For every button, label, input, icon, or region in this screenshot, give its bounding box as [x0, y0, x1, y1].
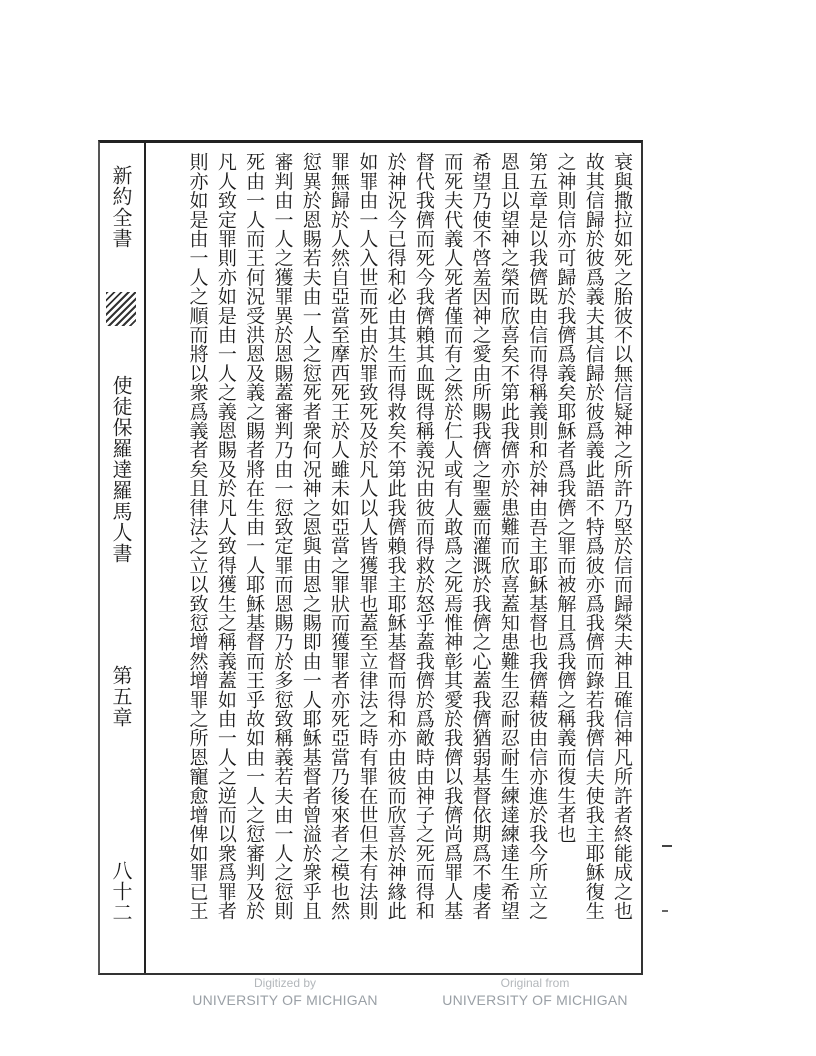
text-column: 凡人致定罪則亦如是由一人之義恩賜及於凡人致得獲生之稱義蓋如由一人之逆而以衆爲罪者: [214, 152, 237, 920]
text-column: 死由一人而王何況受洪恩及義之賜者將在生由一人耶穌基督而王乎故如由一人之愆審判及於: [243, 152, 266, 920]
watermark-caption: Digitized by: [253, 976, 317, 990]
digitized-by-watermark: [190, 975, 380, 1009]
text-column: 督代我儕而死今我儕賴其血既得稱義況由彼而得救於怒乎蓋我儕於爲敵時由神子之死而得和: [412, 152, 435, 920]
epistle-title: 使徒保羅達羅馬人書: [109, 375, 133, 564]
text-column: 如罪由一人入世而死由於罪致死及於凡人以人皆獲罪也蓋至立律法之時有罪在世但未有法則: [356, 152, 379, 920]
text-column: 衰與撒拉如死之胎彼不以無信疑神之所許乃堅於信而歸榮夫神且確信神凡所許者終能成之也: [611, 152, 633, 920]
chapter-label: 第五章: [109, 665, 133, 728]
book-title: 新約全書: [109, 165, 133, 249]
text-column: 第五章是以我儕既由信而得稱義則和於神由吾主耶穌基督也我儕藉彼由信亦進於我今所立之: [526, 152, 549, 920]
text-column: 愆異於恩賜若夫由一人之愆死者衆何况神之恩與由恩之賜即由一人耶穌基督者曾溢於衆乎且: [299, 152, 322, 920]
scripture-text: [148, 152, 636, 967]
watermark-institution: UNIVERSITY OF MICHIGAN: [442, 992, 628, 1008]
margin-mark: [662, 845, 672, 847]
text-column: 恩且以望神之榮而欣喜矣不第此我儕亦於患難而欣喜蓋知患難生忍耐忍耐生練達練達生希望: [497, 152, 520, 920]
margin-mark: [662, 910, 668, 912]
text-column: 罪無歸於人然自亞當至摩西死王於人雖未如亞當之罪狀而獲罪者亦死亞當乃後來者之模也然: [328, 152, 351, 920]
ornament-icon: [106, 292, 136, 326]
text-column: 於神況今已得和必由其生而得救矣不第此我儕賴我主耶穌基督而得和亦由彼而欣喜於神緣此: [384, 152, 407, 920]
text-column: 則亦如是由一人之順而將以衆爲義者矣且律法之立以致愆增然增罪之所恩寵愈增俾如罪已王: [186, 152, 209, 920]
watermark-caption: Original from: [500, 976, 570, 990]
page-number: 八十二: [109, 860, 133, 923]
text-column: 故其信歸於彼爲義夫其信歸於彼爲義此語不特爲彼亦爲我儕而錄若我儕信夫使我主耶穌復生: [582, 152, 605, 920]
original-from-watermark: [440, 975, 630, 1009]
text-column: 希望乃使不啓羞因神之愛由所賜我儕之聖靈而灌溉於我儕之心蓋我儕猶弱基督依期爲不虔者: [469, 152, 492, 920]
text-column: 之神則信亦可歸於我儕爲義矣耶穌者爲我儕之罪而被解且爲我儕之稱義而復生者也: [554, 152, 577, 844]
watermark-institution: UNIVERSITY OF MICHIGAN: [192, 992, 378, 1008]
text-column: 審判由一人之獲罪異於恩賜蓋審判乃由一愆致定罪而恩賜乃於多愆致稱義若夫由一人之愆則: [271, 152, 294, 920]
text-column: 而死夫代義人死者僅而有之然於仁人或有人敢爲之死焉惟神彰其愛於我儕以我儕尚爲罪人基: [441, 152, 464, 920]
